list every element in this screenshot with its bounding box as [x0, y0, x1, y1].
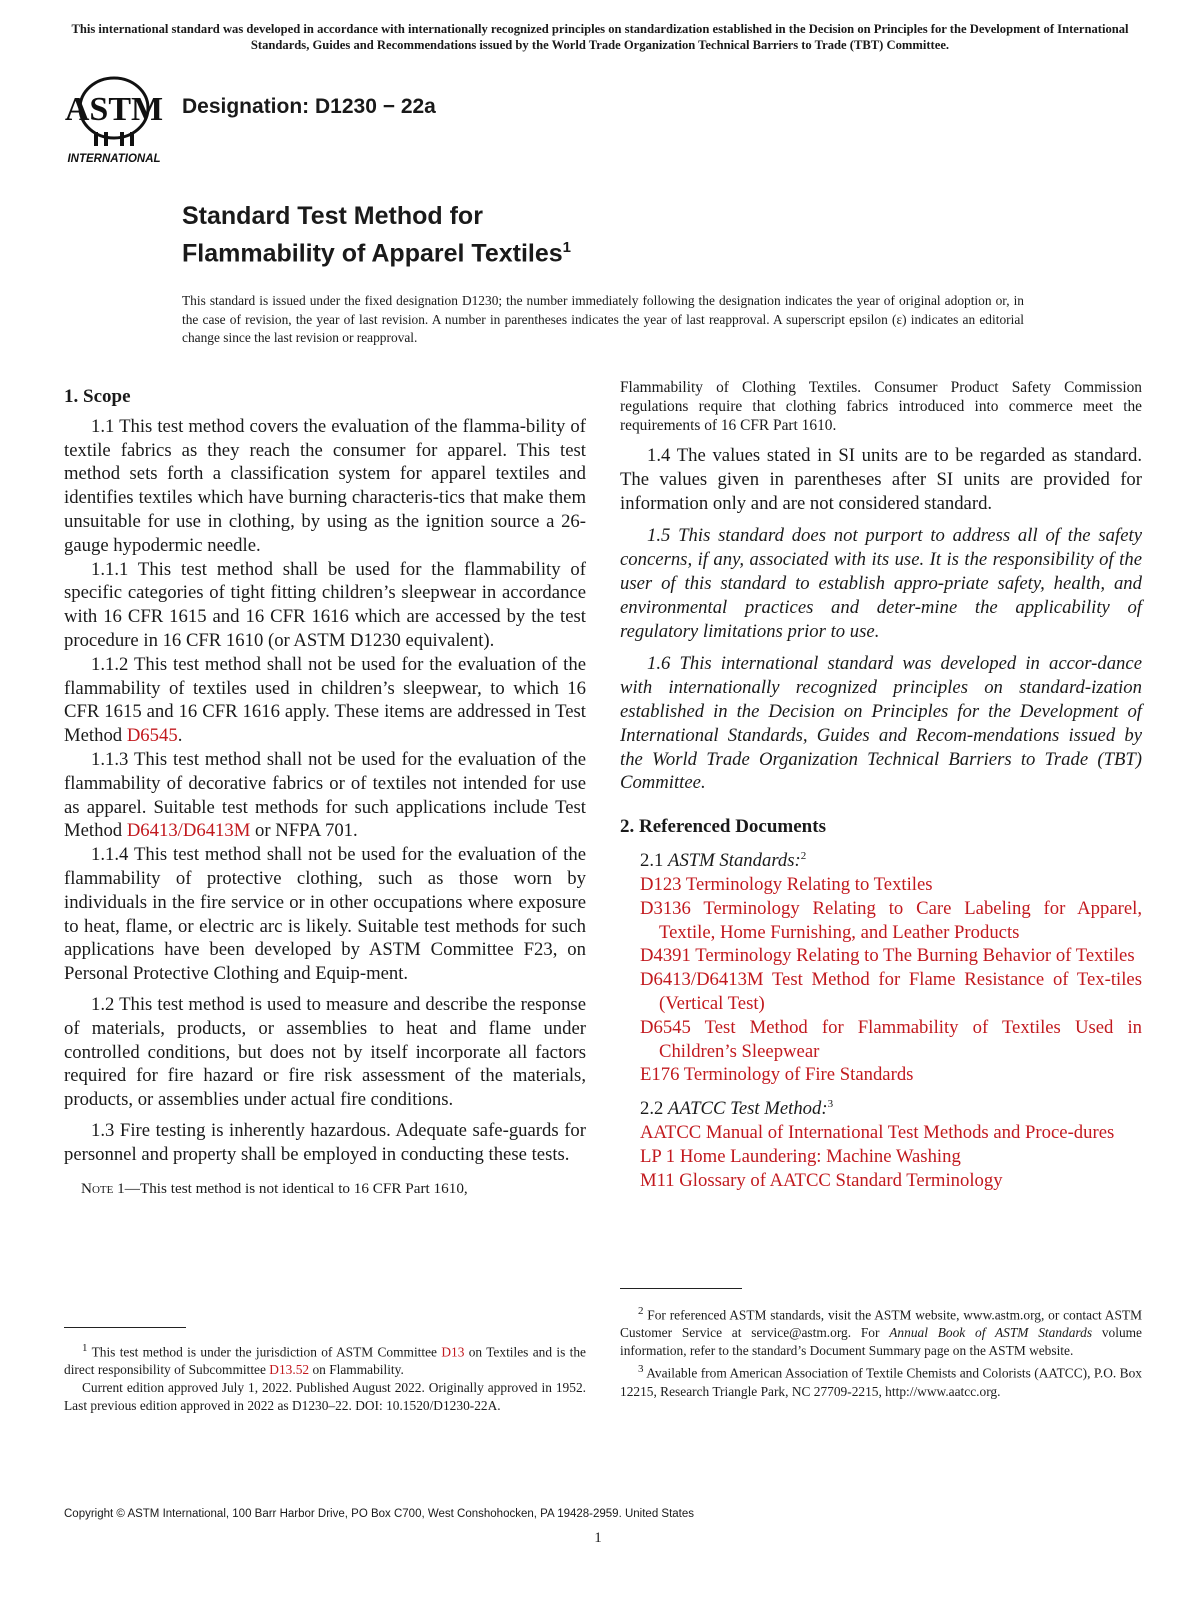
astm-logo-icon	[64, 70, 168, 166]
note-text: 1—This test method is not identical to 16 CFR Part 1610,	[113, 1179, 468, 1197]
footnote-2	[620, 1302, 1142, 1360]
astm-label-sup: 2	[800, 849, 807, 862]
right-column	[620, 378, 1142, 1193]
aatcc-label-text: AATCC Test Method:	[668, 1098, 828, 1120]
note-label: Note	[81, 1179, 114, 1197]
left-column	[64, 385, 586, 1200]
aatcc-label-sup: 3	[827, 1098, 834, 1111]
section-2-heading: 2. Referenced Documents	[620, 816, 826, 838]
footnote-2-mark: 2	[638, 1305, 644, 1317]
ref-item	[620, 1145, 1142, 1169]
ref-item	[620, 1063, 1142, 1087]
footnote-divider-left	[64, 1327, 186, 1328]
footnote-1-para-1	[64, 1339, 586, 1379]
tbt-notice: This international standard was developed in accordance with internationally recognized principles on standardization established in the Decision on Principles for the Development of International Standards, Guides and Recommendations issued by the World Trade Organization Technical Barriers to Trade (TBT) Committee.	[71, 22, 1129, 52]
para-1-1-2-text: 1.1.2 This test method shall not be used for the evaluation of the flammability of textiles used in children’s sleepwear, to which 16 CFR 1615 and 16 CFR 1616 apply. These items are addressed in Test Method	[64, 653, 586, 747]
astm-logo	[64, 70, 168, 166]
footnote-2-3	[620, 1302, 1142, 1401]
page-title	[182, 200, 571, 269]
aatcc-label-num: 2.2	[640, 1098, 669, 1120]
ref-title-link[interactable]: Terminology Relating to Textiles	[681, 873, 933, 895]
para-1-5: 1.5 This standard does not purport to address all of the safety concerns, if any, associated with its use. It is the responsibility of the user of this standard to establish appro-priate safety, health, and environmental practices and deter-mine the applicability of regulatory limitations prior to use.	[620, 525, 1142, 642]
footnote-3-mark: 3	[638, 1363, 644, 1376]
ref-item	[620, 873, 1142, 897]
para-1-1-4: 1.1.4 This test method shall not be used for the evaluation of the flammability of protective clothing, such as those worn by individuals in the fire service or in other occupations where exposure to heat, flame, or electric arc is likely. Suitable test methods for such applications have been developed by ASTM Committee F23, on Personal Protective Clothing and Equip-ment.	[64, 844, 586, 985]
designation: Designation: D1230 − 22a	[182, 95, 436, 118]
footnote-3-text: Available from American Association of Textile Chemists and Colorists (AATCC), P.O. Box 12215, Research Triangle Park, NC 27709-2215, http://www.aatcc.org.	[620, 1365, 1142, 1399]
para-1-4: 1.4 The values stated in SI units are to be regarded as standard. The values given in parentheses after SI units are provided for information only and are not considered standard.	[620, 445, 1142, 514]
ref-title-link[interactable]: Terminology Relating to The Burning Behavior of Textiles	[690, 945, 1135, 967]
logo-letters: ASTM	[64, 91, 164, 128]
ref-item	[620, 1016, 1142, 1064]
para-1-1-3-end: or NFPA 701.	[250, 820, 358, 842]
link-d13[interactable]: D13	[441, 1344, 465, 1360]
ref-item	[620, 1121, 1142, 1145]
title-line-1: Standard Test Method for	[182, 202, 483, 230]
astm-standards-label	[620, 845, 1142, 873]
ref-code-link[interactable]: D4391	[640, 945, 691, 967]
title-footnote-mark: 1	[562, 239, 571, 256]
ref-title-link[interactable]: of International Test Methods and Proce-dures	[763, 1122, 1115, 1144]
ref-title-link[interactable]: Test Method for Flame Resistance of Tex-tiles (Vertical Test)	[659, 969, 1142, 1014]
ref-code-link[interactable]: M11	[640, 1169, 675, 1191]
para-1-1-3-text: 1.1.3 This test method shall not be used for the evaluation of the flammability of decorative fabrics or of textiles not intended for use as apparel. Suitable test methods for such applications include Test Method	[64, 748, 586, 842]
footnote-divider-right	[620, 1288, 742, 1289]
ref-code-link[interactable]: D6413/D6413M	[640, 969, 764, 991]
footnote-1-text-c: on Flammability.	[309, 1362, 404, 1378]
para-1-2: 1.2 This test method is used to measure and describe the response of materials, products, or assemblies to heat and flame under controlled conditions, but does not by itself incorporate all factors required for fire hazard or fire risk assessment of the materials, products, or assemblies under actual fire conditions.	[64, 993, 586, 1111]
section-1-heading: 1. Scope	[64, 386, 131, 407]
para-1-6: 1.6 This international standard was developed in accor-dance with internationally recognized principles on standard-ization established in the Decision on Principles for the Development of International Standards, Guides and Recom-mendations issued by the World Trade Organization Technical Barriers to Trade (TBT) Committee.	[620, 653, 1142, 794]
para-1-1: 1.1 This test method covers the evaluation of the flamma-bility of textile fabrics as they reach the consumer for apparel. This test method sets forth a classification system for apparel textiles and identifies textiles which have burning characteris-tics that make them unsuitable for use in clothing, by using as the ignition source a 26-gauge hypodermic needle.	[64, 415, 586, 556]
para-1-3: 1.3 Fire testing is inherently hazardous. Adequate safe-guards for personnel and property shall be employed in conducting these tests.	[64, 1119, 586, 1165]
title-line-2	[182, 232, 571, 269]
astm-label-num: 2.1	[640, 850, 669, 872]
para-1-1-3	[64, 748, 586, 843]
para-1-1-1: 1.1.1 This test method shall be used for the flammability of specific categories of tight fitting children’s sleepwear in accordance with 16 CFR 1615 and 16 CFR 1616 which are accessed by the test procedure in 16 CFR 1610 (or ASTM D1230 equivalent).	[64, 558, 586, 651]
note-1	[64, 1177, 586, 1201]
para-1-1-2-end: .	[177, 725, 183, 747]
ref-code-link[interactable]: D123	[640, 873, 682, 895]
footnote-1	[64, 1339, 586, 1415]
ref-title-link[interactable]: Glossary of AATCC Standard Terminology	[674, 1169, 1003, 1191]
footnote-2-italic: Annual Book of ASTM Standards	[889, 1325, 1093, 1341]
footnote-1-mark: 1	[82, 1342, 88, 1354]
ref-title-link[interactable]: Home Laundering: Machine Washing	[675, 1145, 961, 1167]
astm-ref-list	[620, 873, 1142, 1087]
ref-title-link[interactable]: Terminology Relating to Care Labeling for Apparel, Textile, Home Furnishing, and Leather Products	[659, 897, 1142, 943]
ref-item	[620, 968, 1142, 1016]
footnote-1-text-a: This test method is under the jurisdiction of ASTM Committee	[87, 1344, 442, 1360]
ref-item	[620, 944, 1142, 968]
ref-code-link[interactable]: D3136	[640, 897, 691, 919]
intro-paragraph: This standard is issued under the fixed designation D1230; the number immediately following the designation indicates the year of original adoption or, in the case of revision, the year of last revision. A number in parentheses indicates the year of last reapproval. A superscript epsilon (ε) indicates an editorial change since the last revision or reapproval.	[182, 293, 1024, 345]
note-1-continued: Flammability of Clothing Textiles. Consumer Product Safety Commission regulations require that clothing fabrics introduced into commerce meet the requirements of 16 CFR Part 1610.	[620, 379, 1142, 434]
para-1-1-2	[64, 653, 586, 748]
footnote-3	[620, 1360, 1142, 1400]
ref-code-link[interactable]: LP 1	[640, 1145, 676, 1167]
title-text: Flammability of Apparel Textiles	[182, 239, 563, 268]
ref-code-link[interactable]: E176	[640, 1064, 680, 1086]
aatcc-ref-list	[620, 1121, 1142, 1192]
footnote-1-para-2: Current edition approved July 1, 2022. Published August 2022. Originally approved in 1952. Last previous edition approved in 2022 as D1230–22. DOI: 10.1520/D1230-22A.	[64, 1380, 586, 1414]
aatcc-label	[620, 1093, 1142, 1121]
link-d13-52[interactable]: D13.52	[269, 1362, 310, 1378]
ref-code-link[interactable]: D6545	[640, 1016, 691, 1038]
ref-code-link[interactable]: AATCC Manual	[640, 1122, 764, 1144]
footnote-1-text-b: on Textiles and is the direct responsibility of Subcommittee	[64, 1344, 586, 1378]
astm-label-text: ASTM Standards:	[668, 850, 801, 872]
logo-international: INTERNATIONAL	[67, 153, 161, 165]
footnote-2-text-b: volume information, refer to the standard’s Document Summary page on the ASTM website.	[620, 1325, 1142, 1359]
link-d6545[interactable]: D6545	[126, 725, 178, 747]
ref-title-link[interactable]: Terminology of Fire Standards	[679, 1064, 914, 1086]
footnote-2-text-a: For referenced ASTM standards, visit the ASTM website, www.astm.org, or contact ASTM Customer Service at service@astm.org. For	[620, 1307, 1142, 1341]
ref-title-link[interactable]: Test Method for Flammability of Textiles Used in Children’s Sleepwear	[659, 1016, 1142, 1062]
page-number: 1	[594, 1530, 602, 1546]
ref-item	[620, 1169, 1142, 1193]
link-d6413[interactable]: D6413/D6413M	[126, 820, 251, 842]
ref-item	[620, 897, 1142, 945]
copyright: Copyright © ASTM International, 100 Barr Harbor Drive, PO Box C700, West Conshohocken, PA 19428-2959. United States	[64, 1508, 695, 1520]
